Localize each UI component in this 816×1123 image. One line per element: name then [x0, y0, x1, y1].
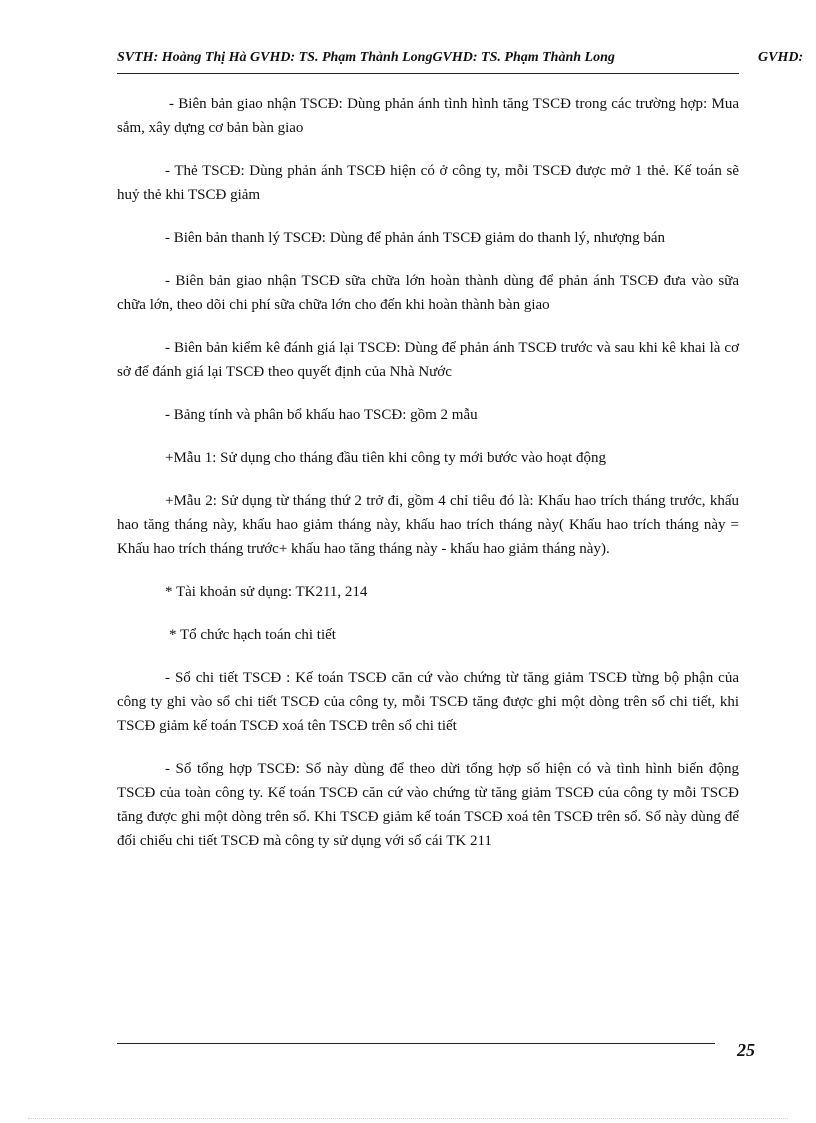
page-number: 25 [737, 1040, 755, 1060]
paragraph-bien-ban-thanh-ly: - Biên bản thanh lý TSCĐ: Dùng để phản ánh TSCĐ giảm do thanh lý, nhượng bán [165, 230, 666, 246]
header-divider [117, 73, 739, 74]
footer-divider [117, 1043, 715, 1044]
paragraph-mau-1: +Mẫu 1: Sử dụng cho tháng đầu tiên khi công ty mới bước vào hoạt động [165, 450, 606, 466]
paragraph-bien-ban-giao-nhan: - Biên bản giao nhận TSCĐ: Dùng phản ánh tình hình tăng TSCĐ trong các trường hợp: Mua sắm, xây dựng cơ bản bàn giao [117, 96, 739, 136]
paragraph-mau-2: +Mẫu 2: Sử dụng từ tháng thứ 2 trở đi, gồm 4 chỉ tiêu đó là: Khấu hao trích tháng trước, khấu hao tăng tháng này, khấu hao giảm tháng này, khấu hao trích tháng này( Khấu hao trích tháng này = Khấu hao trích tháng trước+ khấu hao tăng tháng này - khấu hao giảm tháng này). [117, 493, 739, 557]
paragraph-tai-khoan: * Tài khoản sử dụng: TK211, 214 [165, 584, 368, 600]
paragraph-so-tong-hop: - Sổ tổng hợp TSCĐ: Sổ này dùng để theo dừi tổng hợp số hiện có và tình hình biến động TSCĐ của toàn công ty. Kế toán TSCĐ căn cứ vào chứng từ tăng giảm TSCĐ của công ty mỗi TSCĐ tăng được ghi một dòng trên sổ. Khi TSCĐ giảm kế toán TSCĐ xoá tên TSCĐ trên sổ. Sổ này dùng để đối chiếu chi tiết TSCĐ mà công ty sử dụng với sổ cái TK 211 [117, 761, 739, 849]
paragraph-the-tscd: - Thẻ TSCĐ: Dùng phản ánh TSCĐ hiện có ở công ty, mỗi TSCĐ được mở 1 thẻ. Kế toán sẽ huỷ thẻ khi TSCĐ giảm [117, 163, 739, 203]
page-header [117, 50, 816, 72]
paragraph-bien-ban-sua-chua: - Biên bản giao nhận TSCĐ sữa chữa lớn hoàn thành dùng để phản ánh TSCĐ đưa vào sữa chữa lớn, theo dõi chi phí sữa chữa lớn cho đến khi hoàn thành bàn giao [117, 273, 739, 313]
paragraph-so-chi-tiet: - Sổ chi tiết TSCĐ : Kế toán TSCĐ căn cứ vào chứng từ tăng giảm TSCĐ từng bộ phận của công ty ghi vào sổ chi tiết TSCĐ của công ty, mỗi TSCĐ tăng được ghi một dòng trên sổ chi tiết, khi TSCĐ giảm kế toán TSCĐ xoá tên TSCĐ trên sổ chi tiết [117, 670, 739, 734]
paragraph-bang-tinh-khau-hao: - Bảng tính và phân bổ khấu hao TSCĐ: gồm 2 mẫu [165, 407, 478, 423]
header-author-supervisor: SVTH: Hoàng Thị Hà GVHD: TS. Phạm Thành LongGVHD: TS. Phạm Thành Long [117, 50, 615, 65]
paragraph-to-chuc-hach-toan: * Tổ chức hạch toán chi tiết [169, 627, 336, 643]
document-body [117, 92, 739, 872]
header-supervisor-cutoff: GVHD: [758, 50, 804, 65]
paragraph-bien-ban-kiem-ke: - Biên bản kiểm kê đánh giá lại TSCĐ: Dùng để phản ánh TSCĐ trước và sau khi kê khai là cơ sở để đánh giá lại TSCĐ theo quyết định của Nhà Nước [117, 340, 739, 380]
page-bottom-edge [28, 1118, 788, 1119]
